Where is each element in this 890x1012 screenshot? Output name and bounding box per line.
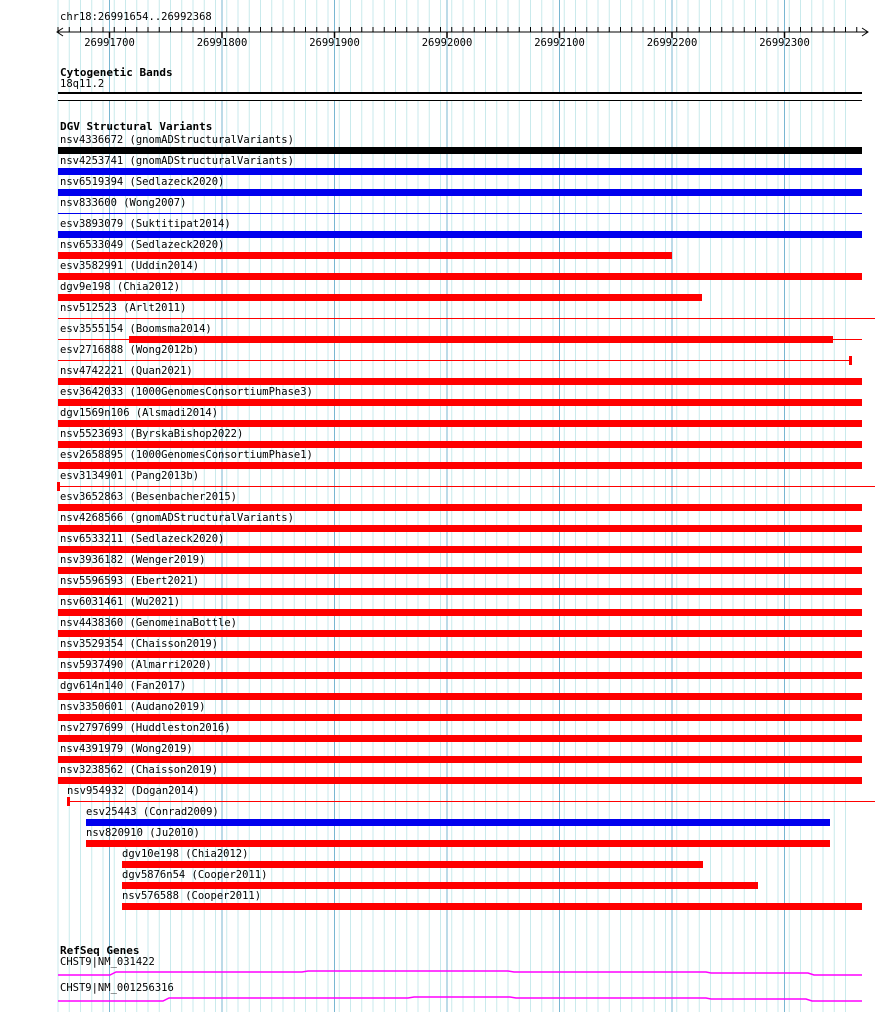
variant-bar[interactable] [58,318,875,319]
variant-bar[interactable] [58,378,862,385]
variant-label: nsv5596593 (Ebert2021) [60,575,200,587]
variant-bar[interactable] [58,486,875,487]
variant-bar[interactable] [58,294,702,301]
variant-label: esv3582991 (Uddin2014) [60,260,200,272]
section-title-cytogenetic-bands: Cytogenetic Bands [60,66,173,79]
variant-bar[interactable] [58,504,862,511]
variant-label: nsv5937490 (Almarri2020) [60,659,212,671]
variant-label: nsv6533211 (Sedlazeck2020) [60,533,225,545]
variant-bar[interactable] [86,819,830,826]
variant-label: nsv6031461 (Wu2021) [60,596,181,608]
variant-bar[interactable] [58,567,862,574]
variant-label: esv3134901 (Pang2013b) [60,470,200,482]
variant-label: esv2658895 (1000GenomesConsortiumPhase1) [60,449,313,461]
variant-label: esv25443 (Conrad2009) [86,806,219,818]
variant-label: nsv4391979 (Wong2019) [60,743,193,755]
variant-bar[interactable] [58,213,862,214]
variant-bar[interactable] [58,693,862,700]
variant-bar[interactable] [58,273,862,280]
variant-bar[interactable] [86,840,830,847]
variant-bar[interactable] [58,546,862,553]
gene-label: CHST9|NM_031422 [60,956,155,968]
variant-label: nsv576588 (Cooper2011) [122,890,262,902]
variant-bar[interactable] [58,609,862,616]
gene-label: CHST9|NM_001256316 [60,982,174,994]
variant-label: esv2716888 (Wong2012b) [60,344,200,356]
variant-label: nsv4742221 (Quan2021) [60,365,193,377]
variant-label: nsv3936182 (Wenger2019) [60,554,206,566]
variant-label: nsv2797699 (Huddleston2016) [60,722,231,734]
ruler-tick-label: 26991900 [309,37,360,49]
ruler-tick-label: 26992100 [534,37,585,49]
variant-label: dgv614n140 (Fan2017) [60,680,187,692]
gene-structure-line[interactable] [58,971,862,975]
cytoband-box[interactable] [58,92,862,101]
variant-label: nsv954932 (Dogan2014) [67,785,200,797]
ruler-tick-label: 26991800 [196,37,248,49]
variant-bar[interactable] [58,420,862,427]
variant-bar[interactable] [58,672,862,679]
variant-bar[interactable] [122,903,862,910]
variant-bar[interactable] [122,861,703,868]
cytoband-label: 18q11.2 [60,78,105,90]
variant-end-tick [67,797,70,806]
variant-bar[interactable] [58,462,862,469]
gene-structure-line[interactable] [58,997,862,1001]
variant-label: nsv3238562 (Chaisson2019) [60,764,219,776]
variant-label: nsv4268566 (gnomADStructuralVariants) [60,512,294,524]
variant-end-tick [57,482,60,491]
variant-bar[interactable] [58,777,862,784]
variant-label: dgv5876n54 (Cooper2011) [122,869,268,881]
ruler-tick-label: 26992000 [421,37,473,49]
variant-label: nsv3529354 (Chaisson2019) [60,638,219,650]
variant-label: esv3893079 (Suktitipat2014) [60,218,231,230]
variant-label: nsv6533049 (Sedlazeck2020) [60,239,225,251]
ruler-tick-label: 26991700 [84,37,135,49]
variant-bar[interactable] [58,651,862,658]
variant-bar[interactable] [58,630,862,637]
variant-bar[interactable] [58,399,862,406]
variant-bar[interactable] [68,801,875,802]
variant-bar[interactable] [58,441,862,448]
variant-bar[interactable] [58,231,862,238]
variant-label: dgv1569n106 (Alsmadi2014) [60,407,219,419]
variant-bar[interactable] [58,735,862,742]
variant-bar[interactable] [58,588,862,595]
variant-bar[interactable] [58,147,862,154]
variant-label: nsv6519394 (Sedlazeck2020) [60,176,225,188]
section-title-refseq-genes: RefSeq Genes [60,944,140,957]
variant-label: nsv512523 (Arlt2011) [60,302,187,314]
variant-label: dgv10e198 (Chia2012) [122,848,249,860]
variant-end-tick [849,356,852,365]
variant-label: esv3652863 (Besenbacher2015) [60,491,238,503]
ruler-tick-label: 26992200 [646,37,698,49]
region-title: chr18:26991654..26992368 [60,11,212,23]
variant-label: dgv9e198 (Chia2012) [60,281,181,293]
variant-bar[interactable] [58,168,862,175]
variant-label: nsv4438360 (GenomeinaBottle) [60,617,238,629]
variant-bar[interactable] [122,882,758,889]
section-title-dgv-structural-variants: DGV Structural Variants [60,120,213,133]
ruler-tick-label: 26992300 [759,37,810,49]
variant-label: nsv4253741 (gnomADStructuralVariants) [60,155,294,167]
variant-bar[interactable] [58,525,862,532]
variant-label: nsv4336672 (gnomADStructuralVariants) [60,134,294,146]
variant-label: nsv820910 (Ju2010) [86,827,200,839]
variant-bar[interactable] [58,714,862,721]
variant-bar[interactable] [58,189,862,196]
variant-label: esv3555154 (Boomsma2014) [60,323,212,335]
variant-label: nsv833600 (Wong2007) [60,197,187,209]
variant-label: nsv3350601 (Audano2019) [60,701,206,713]
variant-bar[interactable] [58,756,862,763]
variant-bar[interactable] [58,360,850,361]
variant-label: esv3642033 (1000GenomesConsortiumPhase3) [60,386,313,398]
variant-bar[interactable] [58,252,672,259]
variant-label: nsv5523693 (ByrskaBishop2022) [60,428,244,440]
variant-bar[interactable] [129,336,833,343]
